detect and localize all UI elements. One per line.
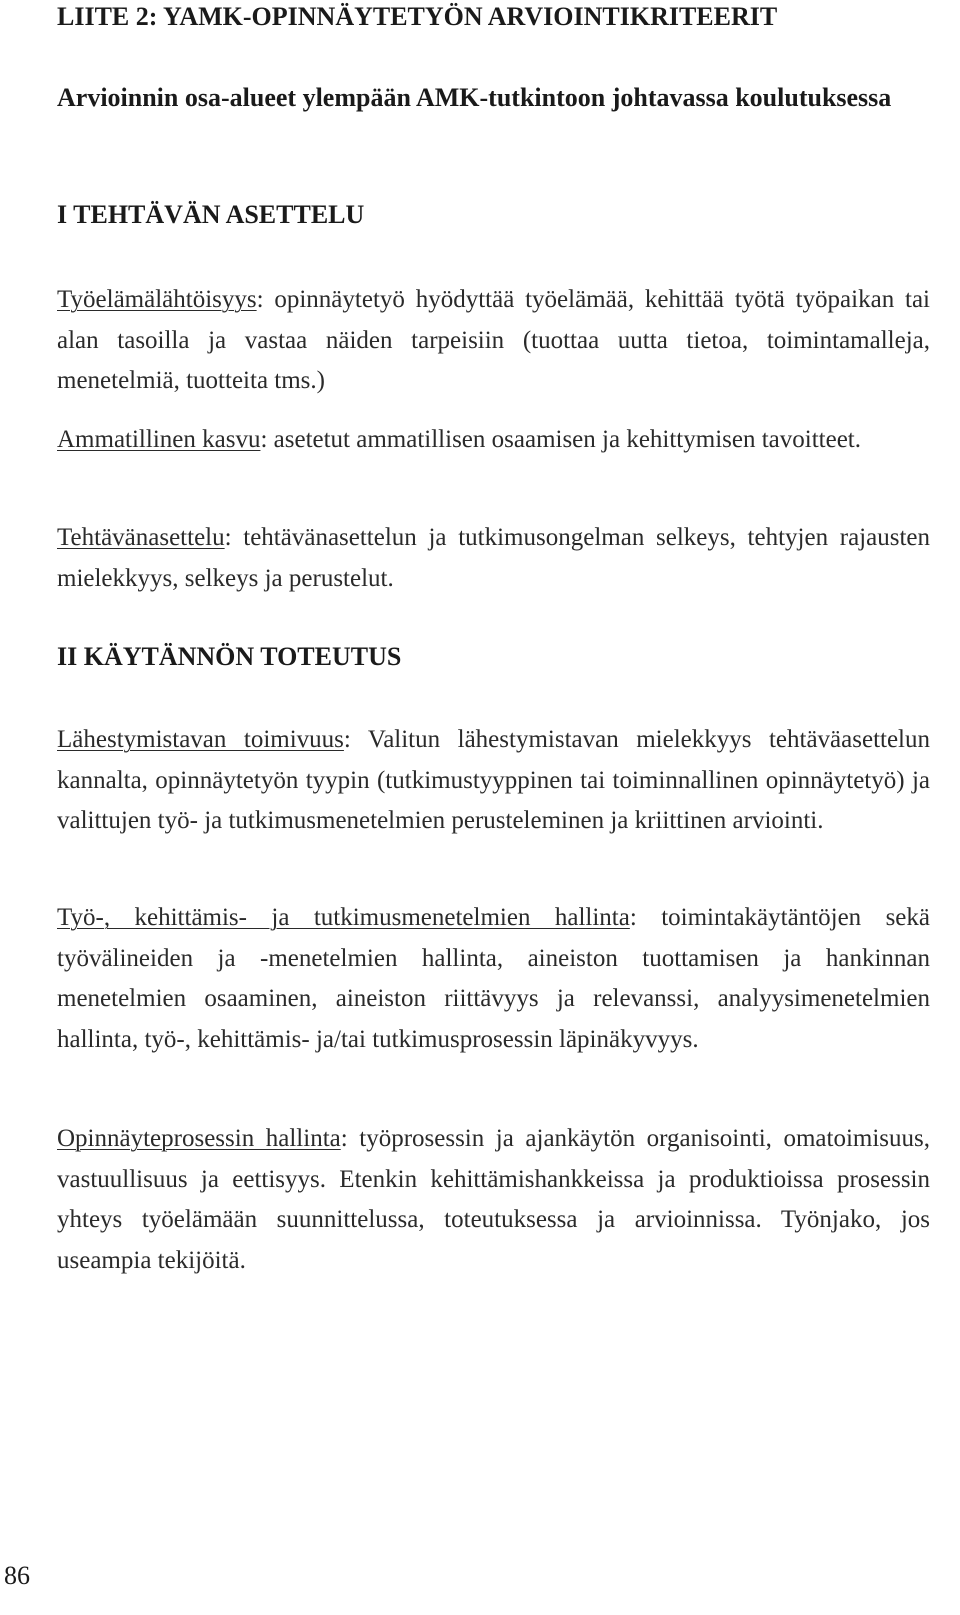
criterion-term: Lähestymistavan toimivuus bbox=[57, 726, 344, 753]
section-heading-tehtavan-asettelu: I TEHTÄVÄN ASETTELU bbox=[57, 200, 365, 229]
criterion-tehtavanasettelu bbox=[57, 518, 930, 599]
criterion-term: Työelämälähtöisyys bbox=[57, 286, 257, 313]
criterion-description: : työprosessin ja ajankäytön organisointi, omatoimisuus, vastuullisuus ja eettisyys. Etenkin kehittämishankkeissa ja produktioissa prosessin yhteys työelämään suunnittelussa, toteutuksessa ja arvioinnissa. Työnjako, jos useampia tekijöitä. bbox=[57, 1125, 930, 1274]
criterion-description: : Valitun lähestymistavan mielekkyys tehtäväasettelun kannalta, opinnäytetyön tyypin (tutkimustyyppinen tai toiminnallinen opinnäytetyö) ja valittujen työ- ja tutkimusmenetelmien perusteleminen ja kriittinen arviointi. bbox=[57, 726, 930, 834]
criterion-tyoelamalahtoisyys bbox=[57, 280, 930, 402]
criterion-menetelmien-hallinta bbox=[57, 898, 930, 1060]
criterion-term: Työ-, kehittämis- ja tutkimusmenetelmien hallinta bbox=[57, 904, 630, 931]
section-heading-kaytannon-toteutus: II KÄYTÄNNÖN TOTEUTUS bbox=[57, 642, 402, 671]
criterion-description: : toimintakäytäntöjen sekä työvälineiden ja -menetelmien hallinta, aineiston tuottamisen ja hankinnan menetelmien osaaminen, aineiston riittävyys ja relevanssi, analyysimenetelmien hallinta, työ-, kehittämis- ja/tai tutkimusprosessin läpinäkyvyys. bbox=[57, 904, 930, 1053]
criterion-term: Opinnäyteprosessin hallinta bbox=[57, 1125, 341, 1152]
criterion-term: Tehtävänasettelu bbox=[57, 524, 225, 551]
document-title: LIITE 2: YAMK-OPINNÄYTETYÖN ARVIOINTIKRITEERIT bbox=[57, 2, 778, 31]
criterion-ammatillinen-kasvu bbox=[57, 420, 930, 461]
criterion-term: Ammatillinen kasvu bbox=[57, 426, 261, 453]
criterion-opinnayteprosessin-hallinta bbox=[57, 1119, 930, 1281]
page-number: 86 bbox=[4, 1561, 30, 1590]
criterion-lahestymistavan-toimivuus bbox=[57, 720, 930, 842]
criterion-description: : opinnäytetyö hyödyttää työelämää, kehittää työtä työpaikan tai alan tasoilla ja vastaa näiden tarpeisiin (tuottaa uutta tietoa, toimintamalleja, menetelmiä, tuotteita tms.) bbox=[57, 286, 930, 394]
criterion-description: : tehtävänasettelun ja tutkimusongelman selkeys, tehtyjen rajausten mielekkyys, selkeys ja perustelut. bbox=[57, 524, 930, 592]
document-subtitle: Arvioinnin osa-alueet ylempään AMK-tutkintoon johtavassa koulutuksessa bbox=[57, 83, 892, 112]
criterion-description: : asetetut ammatillisen osaamisen ja kehittymisen tavoitteet. bbox=[260, 426, 861, 453]
